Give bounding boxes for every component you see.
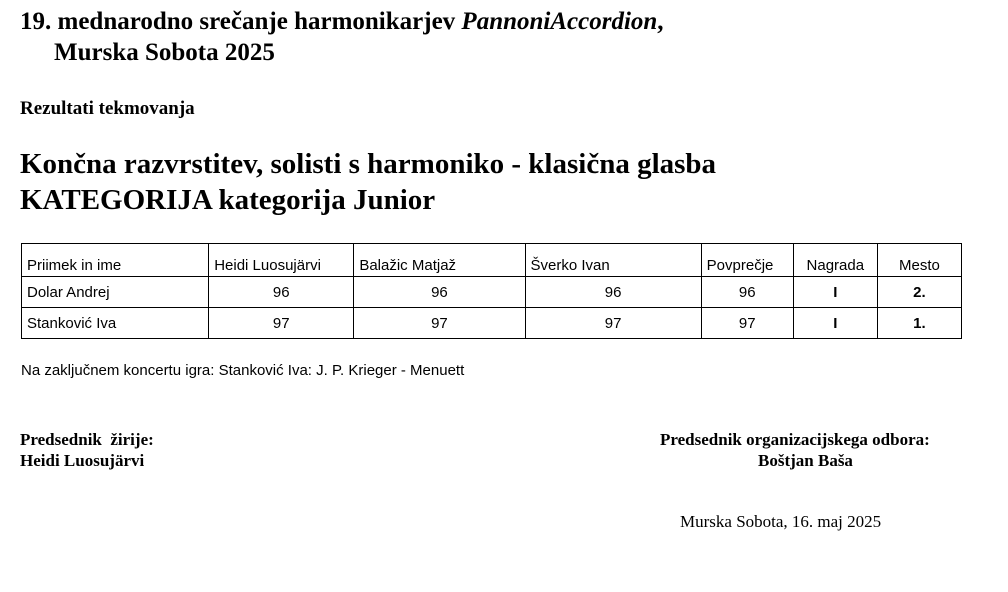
- committee-president-signature: [660, 429, 960, 471]
- category-heading: KATEGORIJA kategorija Junior: [20, 184, 436, 216]
- column-header-place: Mesto: [877, 244, 961, 277]
- jury-president-signature: [20, 429, 154, 471]
- column-header-judge-3: Šverko Ivan: [525, 244, 701, 277]
- column-header-award: Nagrada: [793, 244, 877, 277]
- committee-president-name: Boštjan Baša: [758, 451, 853, 470]
- jury-president-name: Heidi Luosujärvi: [20, 451, 145, 470]
- cell-score-judge-2: 96: [354, 277, 525, 308]
- title-suffix: ,: [657, 8, 664, 35]
- cell-name: Stanković Iva: [22, 308, 209, 339]
- cell-place: 1.: [877, 308, 961, 339]
- document-title: [20, 8, 664, 36]
- ranking-heading: Končna razvrstitev, solisti s harmoniko - klasična glasba: [20, 148, 717, 180]
- place-and-date: Murska Sobota, 16. maj 2025: [680, 512, 882, 531]
- column-header-name: Priimek in ime: [22, 244, 209, 277]
- jury-president-title: Predsednik žirije:: [20, 430, 154, 449]
- cell-place: 2.: [877, 277, 961, 308]
- column-header-judge-1: Heidi Luosujärvi: [209, 244, 354, 277]
- cell-name: Dolar Andrej: [22, 277, 209, 308]
- final-concert-note: Na zaključnem koncertu igra: Stanković Iva: J. P. Krieger - Menuett: [21, 362, 465, 379]
- table-row: [22, 277, 962, 308]
- cell-average: 96: [701, 277, 793, 308]
- cell-score-judge-1: 96: [209, 277, 354, 308]
- committee-president-title: Predsednik organizacijskega odbora:: [660, 430, 930, 449]
- table-header-row: [22, 244, 962, 277]
- table-row: [22, 308, 962, 339]
- results-subtitle: Rezultati tekmovanja: [20, 98, 195, 119]
- cell-score-judge-3: 96: [525, 277, 701, 308]
- cell-award: I: [793, 308, 877, 339]
- column-header-judge-2: Balažic Matjaž: [354, 244, 525, 277]
- cell-score-judge-3: 97: [525, 308, 701, 339]
- column-header-average: Povprečje: [701, 244, 793, 277]
- cell-score-judge-2: 97: [354, 308, 525, 339]
- title-event-name: PannoniAccordion: [461, 8, 658, 35]
- document-title-line2: Murska Sobota 2025: [54, 39, 275, 66]
- results-table: [21, 243, 962, 339]
- cell-average: 97: [701, 308, 793, 339]
- cell-award: I: [793, 277, 877, 308]
- cell-score-judge-1: 97: [209, 308, 354, 339]
- title-prefix: 19. mednarodno srečanje harmonikarjev: [20, 8, 462, 35]
